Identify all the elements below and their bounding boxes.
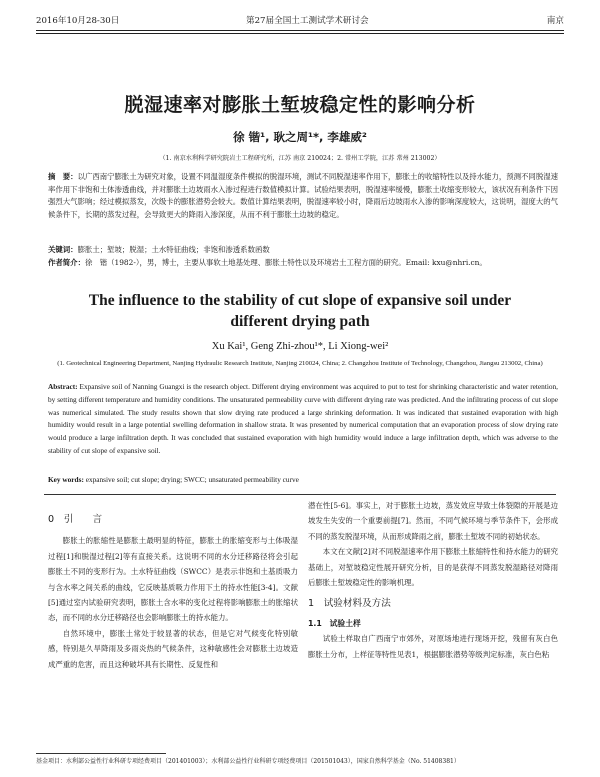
author-intro-label: 作者简介：: [48, 258, 85, 267]
author-intro-cn: [48, 257, 558, 270]
abstract-en-label: Abstract:: [48, 382, 78, 391]
body-paragraph: 膨胀土的胀缩性是膨胀土最明显的特征，膨胀土的胀缩变形与土体吸湿过程[1]和脱湿过程[2]等有直接关系。这说明不同的水分迁移路径将会引起膨胀土不同的变形行为。土水特征曲线（SWCC）是表示非饱和土基质吸力与含水率之间关系的曲线，它反映基质吸力作用下土的持水性能[3-4]。文献[5]通过室内试验研究表明，膨胀土含水率的变化过程将影响膨胀土的胀缩状态，而不同的水分迁移路径也会影响膨胀土的持水能力。: [48, 536, 298, 623]
keywords-cn: [48, 244, 558, 257]
author-intro-text: 徐 锴（1982-），男，博士，主要从事软土地基处理、膨胀土特性以及环境岩土工程方面的研究。Email: kxu@nhri.cn。: [84, 258, 487, 267]
header-location: 南京: [546, 16, 564, 26]
abstract-en-text: Expansive soil of Nanning Guangxi is the research object. Different drying environment was acquired to put to test for shrinking characteristic and water retention, by setting different temperature and humidity conditions. The unsaturated permeability curve with different drying rate was predicted. And the infiltrating process of cut slope was numerical simulated. The study results shown that slow drying rate produced a large shrinking deformation. It was indicated that sustained evaporation with high humidity would result in a large potential swelling deformation in shallow strata. It was presented by numerical computation that an evaporation process of slow drying rate would produce a large infiltration depth. It was concluded that sustained evaporation with high humidity would induce a large infiltration depth, which was adverse to the stability of cut slope of expansive soil.: [48, 382, 558, 455]
authors-cn: 徐 锴¹, 耿之周¹*, 李雄威²: [233, 130, 367, 144]
footnote: 基金项目：水利部公益性行业科研专项经费项目（201401003）；水利部公益性行业科研专项经费项目（201501043），国家自然科学基金（No. 51408381）: [36, 758, 460, 765]
affiliation-en: (1. Geotechnical Engineering Department, Nanjing Hydraulic Research Institute, Nanjing 210024, China; 2. Changzhou Institute of Technology, Changzhou, Jiangsu 213002, China): [57, 360, 543, 367]
affiliation-cn: （1. 南京水利科学研究院岩土工程研究所，江苏 南京 210024；2. 常州工学院，江苏 常州 213002）: [159, 155, 441, 162]
body-paragraph: 自然环境中，膨胀土常处于较显著的状态，但是它对气候变化特别敏感，特别是久旱降雨及多雨炎热的气候条件，这种敏感性会对膨胀土边坡造成严重的危害，而且这种破坏具有长期性、反复性和: [48, 628, 298, 669]
body-left-column: [48, 512, 298, 672]
keywords-cn-label: 关键词：: [48, 245, 78, 254]
header-conference: 第27届全国土工测试学术研讨会: [246, 16, 369, 26]
keywords-cn-text: 膨胀土；堑坡；脱湿；土水特征曲线；非饱和渗透系数函数: [77, 245, 270, 254]
section-1-heading: 1 试验材料及方法: [308, 598, 391, 610]
keywords-en-label: Key words:: [48, 475, 84, 484]
footnote-rule: [36, 753, 166, 754]
abstract-cn: [48, 171, 558, 221]
paper-title-en: [0, 290, 600, 332]
abstract-cn-text: 以广西南宁膨胀土为研究对象，设置不同温湿度条件模拟的脱湿环境，测试不同脱湿速率作用下，膨胀土的收缩特性以及持水能力，预测不同脱湿速率作用下非饱和土体渗透曲线，并对膨胀土边坡雨水入渗过程进行数值模拟计算。试验结果表明，脱湿速率缓慢，膨胀土收缩变形较大，该状况有利条件下因强烈大气影响；经过模拟蒸发，次级卡的膨胀潜势会较大。数值计算结果表明，脱湿速率较小时，降雨后边坡雨水入渗的影响深度较大，这说明，湿度大的气候条件下，长期的蒸发过程，会导致更大的降雨入渗深度，从而不利于膨胀土边坡的稳定。: [48, 172, 558, 219]
header-rule-thin: [36, 33, 564, 34]
header-date: 2016年10月28-30日: [36, 16, 120, 26]
body-paragraph: 潜在性[5-6]。事实上，对于膨胀土边坡，蒸发效应导致土体裂隙的开展是边坡发生失安的一个重要前提[7]。然而，不同气候环境与季节条件下，会形成不同的蒸发脱湿环境，从而形成降雨之前，膨胀土堑坡不同的初始状态。: [308, 501, 558, 541]
body-right-column: [308, 498, 558, 662]
keywords-en-text: expansive soil; cut slope; drying; SWCC; unsaturated permeability curve: [85, 475, 299, 484]
abstract-cn-label: 摘 要：: [48, 172, 78, 181]
abstract-en: [48, 381, 558, 458]
section-divider: [44, 494, 556, 495]
body-paragraph: 试验土样取自广西南宁市郊外，对原场地进行现场开挖，残留有灰白色膨胀土分布，上样征等特性见表1，根据膨胀潜势等级判定标准，灰白色粘: [308, 634, 558, 659]
authors-en: Xu Kai¹, Geng Zhi-zhou¹*, Li Xiong-wei²: [211, 341, 389, 352]
body-paragraph: 本文在文献[2]对不同脱湿速率作用下膨胀土胀缩特性和持水能力的研究基础上，对堑坡稳定性展开研究分析，目的是获得不同蒸发脱湿路径对降雨后膨胀土堑坡稳定性的影响机理。: [308, 547, 558, 588]
paper-title-en-text: The influence to the stability of cut slope of expansive soil under different drying path: [88, 292, 512, 330]
header-rule: [36, 30, 564, 31]
running-header: [36, 14, 564, 28]
subsection-1-1-heading: 1.1 试验土样: [308, 618, 361, 628]
keywords-en: [48, 474, 558, 487]
section-0-heading: 0 引 言: [48, 514, 103, 525]
paper-title-cn: 脱湿速率对膨胀土堑坡稳定性的影响分析: [124, 94, 476, 116]
